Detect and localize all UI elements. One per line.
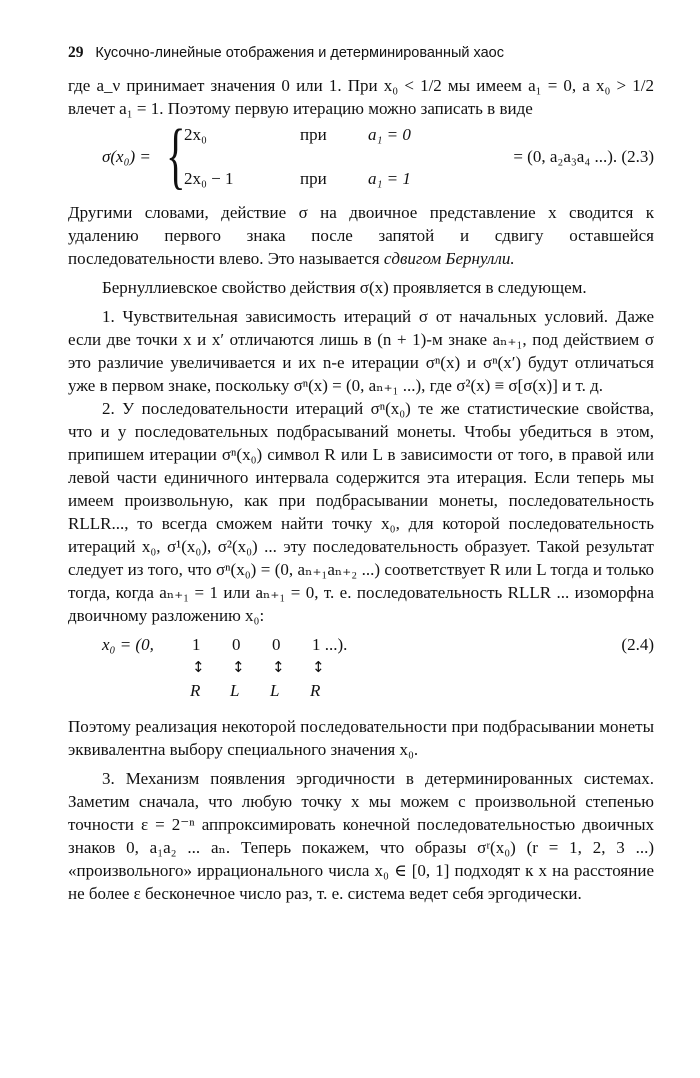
list-item-3: 3. Механизм появления эргодичности в детерминированных системах. Заметим сначала, что любую точку x мы можем с произвольной степенью точности ε = 2⁻ⁿ аппроксимировать конечной последовательностью двоичных знаков 0, a₁a₂ ... aₙ. Теперь покажем, что образы σʳ(x₀) (r = 1, 2, 3 ...) «произвольного» иррационального числа x₀ ∈ [0, 1] подходят к x на расстояние не более ε бесконечное число раз, т. е. система ведет себя эргодически. <box>68 769 654 903</box>
list-item-1: 1. Чувствительная зависимость итераций σ от начальных условий. Даже если две точки x и x′ отличаются лишь в (n + 1)-м знаке aₙ₊₁, под действием σ это различие увеличивается и их n-е итерации σⁿ(x) и σⁿ(x′) будут отличаться уже в первом знаке, поскольку σⁿ(x) = (0, aₙ₊₁ ...), где σ²(x) ≡ σ[σ(x)] и т. д. <box>68 307 654 395</box>
running-header <box>68 44 654 62</box>
paragraph-bernoulli-shift <box>68 201 654 270</box>
eq24-symbol-3: L <box>270 681 280 700</box>
eq24-symbol-2: L <box>230 681 240 700</box>
eq24-symbol-1: R <box>190 681 201 700</box>
page <box>68 44 654 905</box>
paragraph-property: Бернуллиевское свойство действия σ(x) проявляется в следующем. <box>102 278 587 297</box>
eq24-lhs: x₀ = (0, <box>102 635 154 654</box>
arrow-icon: ↕ <box>232 658 245 676</box>
arrow-icon: ↕ <box>192 658 205 676</box>
eq23-lhs: σ(x₀) = <box>102 147 151 166</box>
running-title: Кусочно-линейные отображения и детерминированный хаос <box>95 45 504 61</box>
arrow-icon: ↕ <box>272 658 285 676</box>
eq24-label: (2.4) <box>621 635 654 654</box>
list-item-2: 2. У последовательности итераций σⁿ(x₀) те же статистические свойства, что и у последовательных подбрасываний монеты. Чтобы убедиться в этом, припишем итерации σⁿ(x₀) символ R или L в зависимости от того, в правой или левой части единичного интервала содержится эта итерация. Если теперь мы имеем произвольную, как при подбрасывании монеты, последовательность RLLR..., то всегда сможем найти точку x₀, для которой последовательность итераций x₀, σ¹(x₀), σ²(x₀) ... эту последовательность образует. Такой результат следует из того, что σⁿ(x₀) = (0, aₙ₊₁aₙ₊₂ ...) соответствует R или L тогда и только тогда, когда aₙ₊₁ = 1 или aₙ₊₁ = 0, т. е. последовательность RLLR ... изоморфна двоичному разложению x₀: <box>68 399 654 625</box>
eq23-case1-when: при <box>300 125 327 144</box>
eq24-digit-3: 0 <box>272 635 281 654</box>
eq23-case2-when: при <box>300 169 327 188</box>
eq24-digit-1: 1 <box>192 635 201 654</box>
bernoulli-shift-term: сдвигом Бернулли. <box>383 249 515 268</box>
eq23-rhs: = (0, a₂a₃a₄ ...). (2.3) <box>513 147 654 166</box>
eq23-case2-cond: a₁ = 1 <box>368 169 411 188</box>
paragraph-coin: Поэтому реализация некоторой последовательности при подбрасывании монеты эквивалентна выбору специального значения x₀. <box>68 717 654 759</box>
page-number: 29 <box>68 44 84 61</box>
eq23-case1-expr: 2x₀ <box>184 125 207 144</box>
eq23-brace: { <box>166 115 186 197</box>
paragraph-intro: где a_ν принимает значения 0 или 1. При x₀ < 1/2 мы имеем a₁ = 0, а x₀ > 1/2 влечет a₁ = 1. Поэтому первую итерацию можно записать в виде <box>68 76 654 118</box>
eq23-case2-expr: 2x₀ − 1 <box>184 169 234 188</box>
eq24-digit-2: 0 <box>232 635 241 654</box>
bernoulli-text: Другими словами, действие σ на двоичное представление x сводится к удалению первого знака после запятой и сдвигу оставшейся последовательности влево. Это называется <box>68 203 654 268</box>
eq23-case1-cond: a₁ = 0 <box>368 125 411 144</box>
eq24-digit-4: 1 ...). <box>312 635 348 654</box>
equation-2-3 <box>68 115 654 197</box>
arrow-icon: ↕ <box>312 658 325 676</box>
equation-2-4 <box>68 633 654 709</box>
eq24-symbol-4: R <box>310 681 321 700</box>
